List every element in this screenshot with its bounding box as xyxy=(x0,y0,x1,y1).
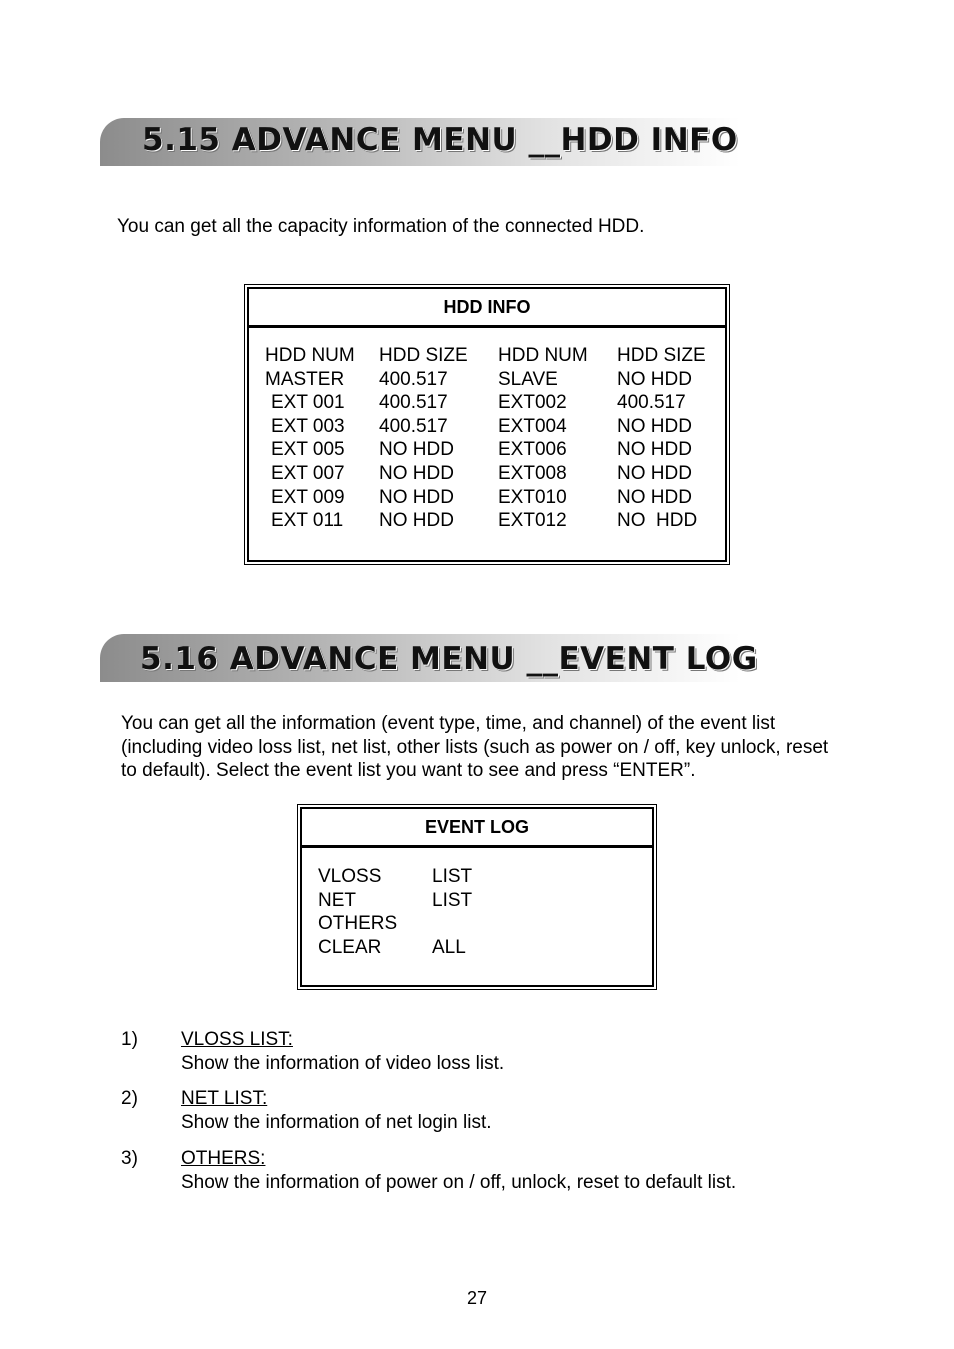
list-item-number: 1) xyxy=(121,1029,138,1050)
menu-item-label: OTHERS xyxy=(318,913,398,935)
menu-item-others[interactable] xyxy=(318,913,618,937)
cell-hdd-size: 400.517 xyxy=(379,415,448,437)
cell-hdd-size: 400.517 xyxy=(379,368,448,390)
list-item-description: Show the information of power on / off, unlock, reset to default list. xyxy=(181,1172,737,1193)
cell-hdd-size-2: NO HDD xyxy=(617,415,692,437)
event-intro-line-2: (including video loss list, net list, other lists (such as power on / off, key unlock, reset xyxy=(121,736,829,758)
hdd-info-menu-header: HDD INFO xyxy=(249,289,725,328)
cell-hdd-size: NO HDD xyxy=(379,486,454,508)
menu-item-vloss-list[interactable] xyxy=(318,866,618,890)
cell-hdd-size: 400.517 xyxy=(379,392,448,414)
cell-hdd-size-2: NO HDD xyxy=(617,510,698,532)
cell-hdd-size-label: HDD SIZE xyxy=(379,345,468,366)
cell-hdd-size-2: NO HDD xyxy=(617,486,692,508)
cell-hdd-size: NO HDD xyxy=(379,463,454,484)
cell-hdd-num-2: EXT006 xyxy=(498,439,567,461)
cell-hdd-num: MASTER xyxy=(265,368,345,390)
event-log-menu xyxy=(297,804,657,990)
cell-hdd-size-2: 400.517 xyxy=(617,392,686,414)
cell-hdd-size-label-2: HDD SIZE xyxy=(617,345,706,366)
event-log-menu-header: EVENT LOG xyxy=(302,809,652,848)
cell-hdd-num-2: SLAVE xyxy=(498,368,558,390)
cell-hdd-num: EXT 009 xyxy=(271,486,345,508)
cell-hdd-num-label-2: HDD NUM xyxy=(498,345,588,366)
cell-hdd-size: NO HDD xyxy=(379,510,454,532)
menu-item-label: NET xyxy=(318,889,356,911)
cell-hdd-num: EXT 011 xyxy=(271,510,344,532)
cell-hdd-num-2: EXT008 xyxy=(498,463,567,484)
cell-hdd-size: NO HDD xyxy=(379,439,454,461)
cell-hdd-num-2: EXT004 xyxy=(498,415,567,437)
list-item-heading: OTHERS: xyxy=(181,1148,266,1169)
menu-item-value: LIST xyxy=(432,889,473,911)
cell-hdd-num: EXT 005 xyxy=(271,439,345,461)
cell-hdd-num: EXT 007 xyxy=(271,463,345,484)
menu-item-value: LIST xyxy=(432,866,473,887)
list-item-heading: VLOSS LIST: xyxy=(181,1029,293,1050)
cell-hdd-size-2: NO HDD xyxy=(617,463,692,484)
list-item xyxy=(121,1147,841,1195)
cell-hdd-size-2: NO HDD xyxy=(617,368,692,390)
event-intro-line-1: You can get all the information (event type, time, and channel) of the event list xyxy=(121,713,776,734)
cell-hdd-num-label: HDD NUM xyxy=(265,345,355,366)
cell-hdd-num: EXT 001 xyxy=(271,392,345,414)
list-item xyxy=(121,1028,841,1076)
menu-item-net-list[interactable] xyxy=(318,890,618,914)
page-number: 27 xyxy=(466,1288,488,1308)
menu-item-label: VLOSS xyxy=(318,866,382,887)
section-title-hdd-info: 5.15 ADVANCE MENU __HDD INFO xyxy=(142,122,738,158)
cell-hdd-num-2: EXT012 xyxy=(498,510,567,532)
list-item-description: Show the information of video loss list. xyxy=(181,1053,505,1074)
section-title-event-log: 5.16 ADVANCE MENU __EVENT LOG xyxy=(140,641,758,677)
menu-item-label: CLEAR xyxy=(318,936,382,958)
menu-item-clear-all[interactable] xyxy=(318,937,618,961)
cell-hdd-num-2: EXT002 xyxy=(498,392,567,414)
list-item xyxy=(121,1087,841,1135)
list-item-number: 3) xyxy=(121,1148,138,1169)
list-item-number: 2) xyxy=(121,1088,138,1109)
cell-hdd-num: EXT 003 xyxy=(271,415,345,437)
event-intro-line-3: to default). Select the event list you want to see and press “ENTER”. xyxy=(121,760,696,781)
hdd-info-menu xyxy=(244,284,730,565)
menu-item-value: ALL xyxy=(432,936,466,958)
list-item-description: Show the information of net login list. xyxy=(181,1112,492,1133)
cell-hdd-size-2: NO HDD xyxy=(617,439,692,461)
list-item-heading: NET LIST: xyxy=(181,1088,268,1109)
hdd-intro-text: You can get all the capacity information of the connected HDD. xyxy=(117,216,645,237)
cell-hdd-num-2: EXT010 xyxy=(498,486,567,508)
